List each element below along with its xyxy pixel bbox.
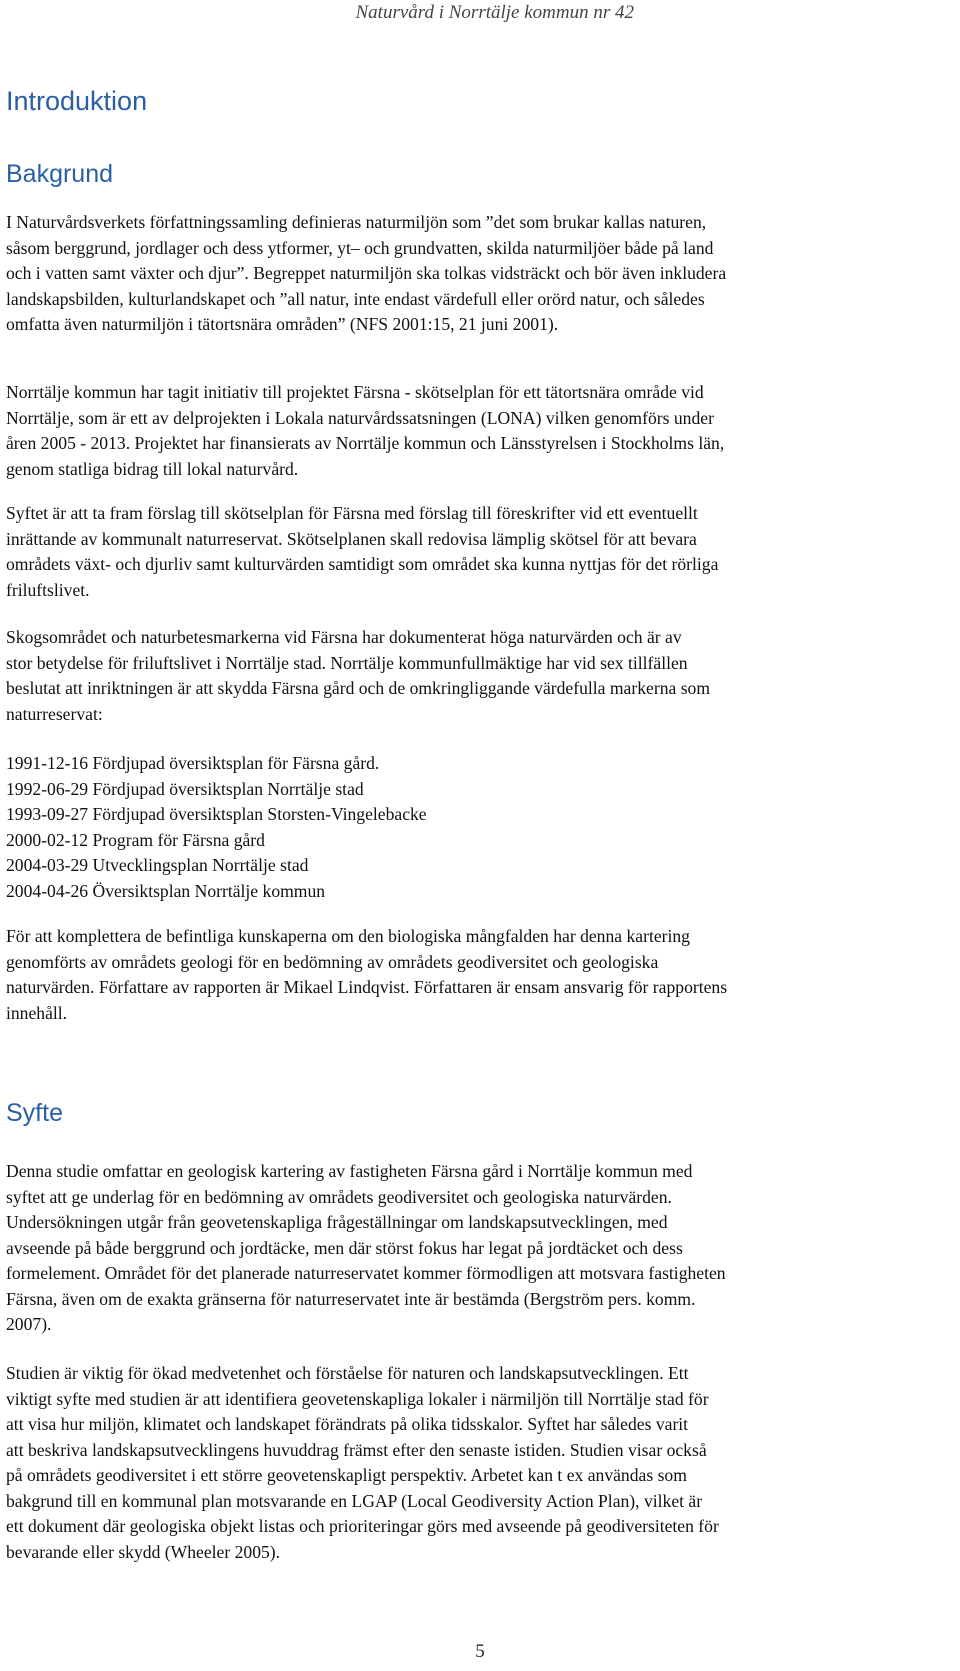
text-line: på områdets geodiversitet i ett större geovetenskapligt perspektiv. Arbetet kan t ex användas som (6, 1465, 687, 1485)
list-item: 2004-04-26 Översiktsplan Norrtälje kommun (6, 880, 326, 901)
text-line: att beskriva landskapsutvecklingens huvuddrag främst efter den senaste istiden. Studien visar också (6, 1439, 707, 1460)
text-line: I Naturvårdsverkets författningssamling definieras naturmiljön som ”det som brukar kallas naturen, (6, 212, 707, 232)
text-line: stor betydelse för friluftslivet i Norrtälje stad. Norrtälje kommunfullmäktige har vid sex tillfällen (6, 652, 688, 673)
text-line: viktigt syfte med studien är att identifiera geovetenskapliga lokaler i närmiljön till Norrtälje stad för (6, 1388, 709, 1409)
text-line: 2007). (6, 1314, 52, 1334)
list-item: 1992-06-29 Fördjupad översiktsplan Norrtälje stad (6, 778, 364, 799)
paragraph-bakgrund-4 (6, 625, 956, 727)
list-item: 1993-09-27 Fördjupad översiktsplan Storsten-Vingelebacke (6, 804, 427, 824)
text-line: såsom berggrund, jordlager och dess ytformer, yt– och grundvatten, skilda naturmiljöer både på land (6, 237, 714, 258)
decision-list (6, 751, 956, 904)
text-line: genom statliga bidrag till lokal naturvård. (6, 458, 299, 479)
text-line: Skogsområdet och naturbetesmarkerna vid Färsna har dokumenterat höga naturvärden och är av (6, 627, 682, 647)
text-line: Studien är viktig för ökad medvetenhet och förståelse för naturen och landskapsutvecklingen. Ett (6, 1363, 689, 1383)
text-line: landskapsbilden, kulturlandskapet och ”all natur, inte endast värdefull eller orörd natur, och således (6, 288, 705, 309)
text-line: Norrtälje kommun har tagit initiativ till projektet Färsna - skötselplan för ett tätortsnära område vid (6, 382, 704, 402)
text-line: beslutat att inriktningen är att skydda Färsna gård och de omkringliggande värdefulla markerna som (6, 678, 711, 698)
text-line: genomförts av områdets geologi för en bedömning av områdets geodiversitet och geologiska (6, 951, 659, 972)
page-number: 5 (475, 1641, 485, 1662)
paragraph-bakgrund-5 (6, 924, 956, 1026)
heading-bakgrund: Bakgrund (6, 160, 114, 188)
text-line: friluftslivet. (6, 579, 90, 600)
text-line: inrättande av kommunalt naturreservat. Skötselplanen skall redovisa lämplig skötsel för att bevara (6, 528, 697, 549)
text-line: bevarande eller skydd (Wheeler 2005). (6, 1541, 281, 1562)
paragraph-bakgrund-2 (6, 380, 956, 482)
text-line: ett dokument där geologiska objekt listas och prioriteringar görs med avseende på geodiversiteten för (6, 1516, 719, 1536)
text-line: Syftet är att ta fram förslag till skötselplan för Färsna med förslag till föreskrifter vid ett eventuellt (6, 503, 698, 523)
text-line: bakgrund till en kommunal plan motsvarande en LGAP (Local Geodiversity Action Plan), vilket är (6, 1490, 703, 1511)
text-line: avseende på både berggrund och jordtäcke, men där störst fokus har legat på jordtäcket och dess (6, 1237, 683, 1258)
heading-introduktion: Introduktion (6, 86, 148, 116)
list-item: 2000-02-12 Program för Färsna gård (6, 829, 265, 850)
text-line: åren 2005 - 2013. Projektet har finansierats av Norrtälje kommun och Länsstyrelsen i Stockholms län, (6, 433, 725, 453)
text-line: innehåll. (6, 1002, 68, 1023)
text-line: naturreservat: (6, 703, 103, 724)
paragraph-syfte-2 (6, 1361, 956, 1565)
text-line: att visa hur miljön, klimatet och landskapet förändrats på olika tidsskalor. Syftet har således varit (6, 1414, 689, 1434)
text-line: och i vatten samt växter och djur”. Begreppet naturmiljön ska tolkas vidsträckt och bör även inkludera (6, 263, 727, 283)
heading-syfte: Syfte (6, 1099, 63, 1127)
text-line: Undersökningen utgår från geovetenskapliga frågeställningar om landskapsutvecklingen, med (6, 1212, 668, 1232)
paragraph-bakgrund-3 (6, 501, 956, 603)
text-line: områdets växt- och djurliv samt kulturvärden samtidigt som området ska kunna nyttjas för det rörliga (6, 554, 719, 574)
paragraph-bakgrund-1 (6, 210, 956, 338)
text-line: För att komplettera de befintliga kunskaperna om den biologiska mångfalden har denna kartering (6, 926, 690, 946)
list-item: 1991-12-16 Fördjupad översiktsplan för Färsna gård. (6, 753, 380, 773)
list-item: 2004-03-29 Utvecklingsplan Norrtälje stad (6, 855, 309, 875)
text-line: Färsna, även om de exakta gränserna för naturreservatet inte är bestämda (Bergström pers. komm. (6, 1288, 696, 1309)
text-line: syftet att ge underlag för en bedömning av områdets geodiversitet och geologiska naturvärden. (6, 1186, 672, 1207)
text-line: naturvärden. Författare av rapporten är Mikael Lindqvist. Författaren är ensam ansvarig för rapportens (6, 977, 728, 997)
text-line: omfatta även naturmiljön i tätortsnära områden” (NFS 2001:15, 21 juni 2001). (6, 314, 559, 334)
paragraph-syfte-1 (6, 1159, 956, 1338)
text-line: Norrtälje, som är ett av delprojekten i Lokala naturvårdssatsningen (LONA) vilken genomförs under (6, 407, 714, 428)
text-line: Denna studie omfattar en geologisk kartering av fastigheten Färsna gård i Norrtälje kommun med (6, 1161, 693, 1181)
running-header: Naturvård i Norrtälje kommun nr 42 (355, 2, 634, 23)
text-line: formelement. Området för det planerade naturreservatet kommer förmodligen att motsvara fastigheten (6, 1263, 726, 1283)
